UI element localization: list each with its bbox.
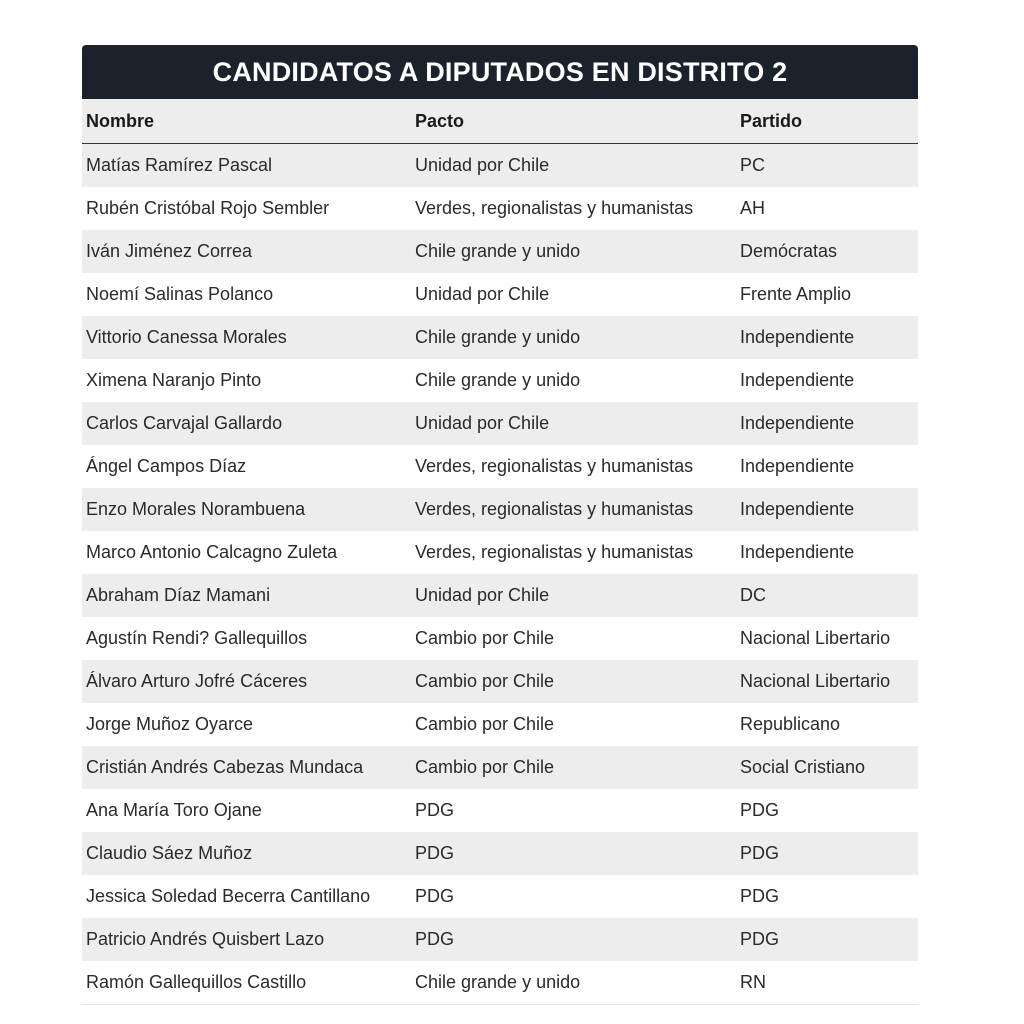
cell-pacto: PDG (411, 789, 736, 832)
table-row (82, 531, 918, 574)
table-row (82, 144, 918, 188)
table-row (82, 445, 918, 488)
cell-partido: PDG (736, 875, 918, 918)
cell-nombre: Rubén Cristóbal Rojo Sembler (82, 187, 411, 230)
candidates-table (82, 99, 918, 1005)
cell-partido: PDG (736, 918, 918, 961)
cell-nombre: Jorge Muñoz Oyarce (82, 703, 411, 746)
cell-pacto: Cambio por Chile (411, 660, 736, 703)
cell-partido: Independiente (736, 316, 918, 359)
table-row (82, 617, 918, 660)
cell-nombre: Iván Jiménez Correa (82, 230, 411, 273)
column-header-nombre: Nombre (82, 99, 411, 144)
table-row (82, 316, 918, 359)
table-title: CANDIDATOS A DIPUTADOS EN DISTRITO 2 (212, 56, 788, 87)
cell-nombre: Claudio Sáez Muñoz (82, 832, 411, 875)
cell-pacto: Chile grande y unido (411, 359, 736, 402)
cell-nombre: Ximena Naranjo Pinto (82, 359, 411, 402)
cell-nombre: Marco Antonio Calcagno Zuleta (82, 531, 411, 574)
cell-pacto: PDG (411, 918, 736, 961)
cell-partido: Independiente (736, 445, 918, 488)
cell-pacto: Unidad por Chile (411, 574, 736, 617)
table-row (82, 574, 918, 617)
cell-pacto: Cambio por Chile (411, 703, 736, 746)
cell-partido: Social Cristiano (736, 746, 918, 789)
cell-nombre: Enzo Morales Norambuena (82, 488, 411, 531)
cell-pacto: Unidad por Chile (411, 144, 736, 188)
table-row (82, 746, 918, 789)
cell-partido: Republicano (736, 703, 918, 746)
cell-partido: Independiente (736, 402, 918, 445)
table-row (82, 488, 918, 531)
table-title-bar (82, 45, 918, 99)
cell-partido: PDG (736, 789, 918, 832)
table-row (82, 273, 918, 316)
cell-pacto: Chile grande y unido (411, 316, 736, 359)
cell-nombre: Jessica Soledad Becerra Cantillano (82, 875, 411, 918)
cell-nombre: Cristián Andrés Cabezas Mundaca (82, 746, 411, 789)
cell-partido: RN (736, 961, 918, 1005)
table-row (82, 789, 918, 832)
cell-nombre: Ángel Campos Díaz (82, 445, 411, 488)
table-row (82, 402, 918, 445)
cell-pacto: Chile grande y unido (411, 230, 736, 273)
cell-nombre: Ana María Toro Ojane (82, 789, 411, 832)
cell-partido: PDG (736, 832, 918, 875)
cell-nombre: Vittorio Canessa Morales (82, 316, 411, 359)
cell-partido: Frente Amplio (736, 273, 918, 316)
cell-pacto: Unidad por Chile (411, 402, 736, 445)
cell-pacto: Verdes, regionalistas y humanistas (411, 187, 736, 230)
cell-nombre: Agustín Rendi? Gallequillos (82, 617, 411, 660)
cell-pacto: PDG (411, 832, 736, 875)
table-row (82, 961, 918, 1005)
cell-partido: AH (736, 187, 918, 230)
table-row (82, 832, 918, 875)
cell-nombre: Noemí Salinas Polanco (82, 273, 411, 316)
header-row (82, 99, 918, 144)
cell-partido: Demócratas (736, 230, 918, 273)
column-header-pacto: Pacto (411, 99, 736, 144)
cell-partido: Independiente (736, 359, 918, 402)
cell-nombre: Abraham Díaz Mamani (82, 574, 411, 617)
candidates-table-container (82, 45, 918, 1005)
cell-nombre: Patricio Andrés Quisbert Lazo (82, 918, 411, 961)
table-body (82, 144, 918, 1005)
table-row (82, 660, 918, 703)
cell-partido: DC (736, 574, 918, 617)
table-row (82, 918, 918, 961)
column-header-partido: Partido (736, 99, 918, 144)
table-row (82, 230, 918, 273)
cell-nombre: Álvaro Arturo Jofré Cáceres (82, 660, 411, 703)
cell-partido: Nacional Libertario (736, 660, 918, 703)
cell-pacto: Verdes, regionalistas y humanistas (411, 488, 736, 531)
cell-partido: Nacional Libertario (736, 617, 918, 660)
cell-pacto: Cambio por Chile (411, 746, 736, 789)
cell-pacto: PDG (411, 875, 736, 918)
table-header (82, 99, 918, 144)
cell-partido: Independiente (736, 531, 918, 574)
cell-pacto: Cambio por Chile (411, 617, 736, 660)
table-row (82, 359, 918, 402)
cell-partido: Independiente (736, 488, 918, 531)
cell-pacto: Verdes, regionalistas y humanistas (411, 531, 736, 574)
cell-pacto: Chile grande y unido (411, 961, 736, 1005)
cell-nombre: Matías Ramírez Pascal (82, 144, 411, 188)
cell-nombre: Ramón Gallequillos Castillo (82, 961, 411, 1005)
cell-partido: PC (736, 144, 918, 188)
cell-pacto: Verdes, regionalistas y humanistas (411, 445, 736, 488)
cell-nombre: Carlos Carvajal Gallardo (82, 402, 411, 445)
table-row (82, 703, 918, 746)
table-row (82, 187, 918, 230)
cell-pacto: Unidad por Chile (411, 273, 736, 316)
table-row (82, 875, 918, 918)
